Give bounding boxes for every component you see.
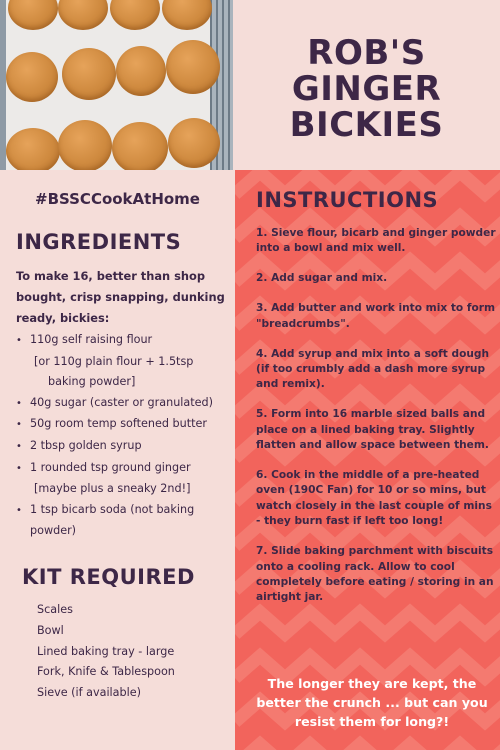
kit-item: Fork, Knife & Tablespoon [37, 665, 175, 679]
kit-heading: KIT REQUIRED [22, 565, 195, 589]
biscuit [58, 120, 112, 170]
biscuit [116, 46, 166, 96]
instruction-step: 1. Sieve flour, bicarb and ginger powder into a bowl and mix well. [256, 227, 496, 255]
instruction-step: 3. Add butter and work into mix to form "breadcrumbs". [256, 302, 496, 330]
ingredient-item [16, 352, 231, 373]
kit-item: Lined baking tray - large [37, 644, 175, 658]
ingredient-item [16, 393, 231, 415]
ingredient-text: powder) [30, 524, 77, 538]
ingredient-item [16, 372, 231, 393]
ingredient-text: 1 tsp bicarb soda (not baking [30, 502, 195, 516]
ingredient-item [16, 479, 231, 500]
ingredient-note: [or 110g plain flour + 1.5tsp [34, 354, 194, 368]
closing-note: The longer they are kept, the better the crunch ... but can you resist them for long?! [256, 676, 488, 729]
title-line: GINGER [291, 69, 442, 109]
title-line: BICKIES [289, 105, 444, 145]
title-line: ROB'S [307, 33, 426, 73]
ingredient-item [16, 414, 231, 436]
ingredient-item [16, 500, 231, 522]
ingredient-note: [maybe plus a sneaky 2nd!] [34, 482, 191, 496]
ingredient-text: 1 rounded tsp ground ginger [30, 460, 191, 474]
instruction-step: 4. Add syrup and mix into a soft dough (if too crumbly add a dash more syrup and remix). [256, 347, 490, 391]
ingredient-text: 50g room temp softened butter [30, 417, 207, 431]
ingredient-note: baking powder] [48, 375, 136, 389]
ingredient-text: 110g self raising flour [30, 333, 153, 346]
kit-item: Sieve (if available) [37, 686, 141, 700]
bullet-icon: • [16, 397, 22, 409]
instruction-step: 2. Add sugar and mix. [256, 272, 388, 285]
instruction-steps [256, 226, 496, 620]
biscuit [112, 122, 168, 170]
instruction-step: 6. Cook in the middle of a pre-heated oven (190C Fan) for 10 or so mins, but watch closely in the last couple of mins - they burn fast if left too long! [256, 468, 492, 528]
zigzag-stripe [235, 744, 500, 750]
ingredients-list [16, 330, 231, 542]
biscuit [166, 40, 220, 94]
instruction-step: 7. Slide baking parchment with biscuits onto a cooling rack. Allow to cool completely before eating / storing in an airtight jar. [256, 545, 494, 604]
biscuit [62, 48, 116, 100]
bullet-icon: • [16, 440, 22, 452]
biscuit [6, 128, 60, 170]
bullet-icon: • [16, 335, 22, 346]
instructions-heading: INSTRUCTIONS [256, 188, 439, 212]
instruction-step: 5. Form into 16 marble sized balls and place on a lined baking tray. Slightly flatten and allow space between them. [256, 408, 489, 452]
ingredient-text: 40g sugar (caster or granulated) [30, 395, 213, 409]
bullet-icon: • [16, 504, 22, 516]
ingredients-heading: INGREDIENTS [16, 230, 182, 254]
ingredient-item [16, 436, 231, 458]
ingredients-intro: To make 16, better than shop bought, crisp snapping, dunking ready, bickies: [16, 269, 225, 325]
kit-list [37, 600, 175, 704]
bullet-icon: • [16, 462, 22, 474]
biscuit [168, 118, 220, 168]
bullet-icon: • [16, 419, 22, 431]
hashtag: #BSSCCookAtHome [35, 190, 200, 208]
instructions-panel [235, 170, 500, 750]
left-column [0, 170, 235, 750]
ingredient-text: 2 tbsp golden syrup [30, 438, 142, 452]
recipe-title [233, 0, 500, 170]
ingredient-item [16, 330, 231, 352]
biscuit [6, 52, 58, 102]
ginger-biscuits-photo [0, 0, 233, 170]
ingredient-item [16, 458, 231, 480]
ingredient-item [16, 521, 231, 542]
kit-item: Bowl [37, 623, 64, 637]
kit-item: Scales [37, 603, 73, 616]
